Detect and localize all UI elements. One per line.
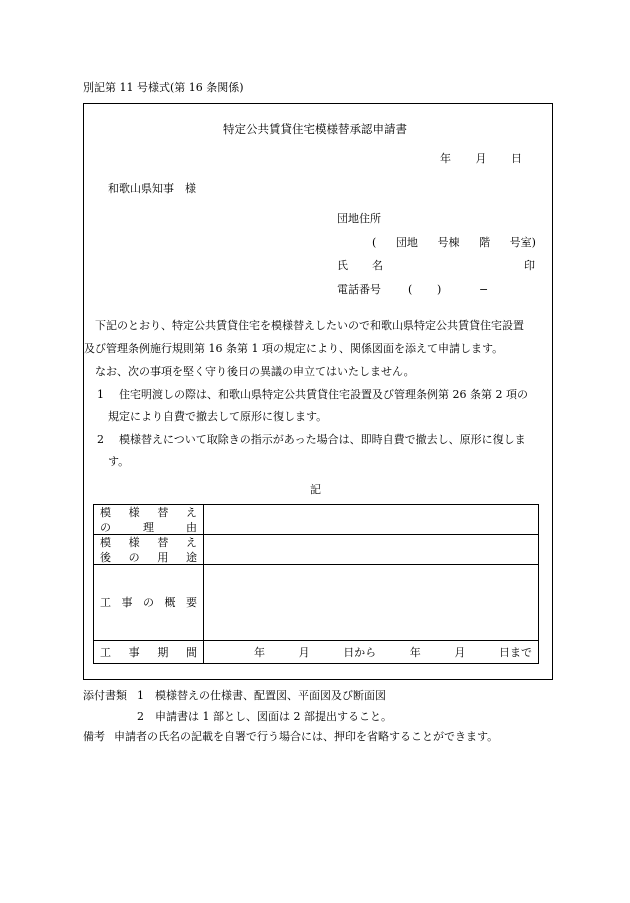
pledge-2-line-2: す。 [108,455,130,468]
phone-open-paren: ( [408,283,413,296]
body-line-2: 及び管理条例施行規則第 16 条第 1 項の規定により、関係図面を添えて申請します。 [84,342,504,355]
reason-label: 模 様 替 え の 理 由 [94,505,204,535]
address-open-paren: ( [372,236,377,249]
address-goushitsu: 号室) [509,236,536,249]
period-end-day: 日まで [498,645,532,659]
seal-mark: 印 [524,259,535,272]
details-table [93,504,539,664]
table-row-reason [94,505,539,535]
summary-label: 工 事 の 概 要 [94,565,204,641]
address-detail [372,237,536,248]
body-line-1: 下記のとおり、特定公共賃貸住宅を模様替えしたいので和歌山県特定公共賃貸住宅設置 [95,319,524,332]
attachment-2-text: 申請書は 1 部とし、図面は 2 部提出すること。 [155,710,392,723]
attachment-1-number: 1 [137,689,144,702]
table-row-use [94,535,539,565]
pledge-1-line-2: 規定により自費で撤去して原形に復します。 [108,410,328,423]
attachment-1-text: 模様替えの仕様書、配置図、平面図及び断面図 [155,689,386,702]
reason-field[interactable] [204,505,539,535]
use-field[interactable] [204,535,539,565]
phone-close-paren: ) [437,283,442,296]
period-label: 工 事 期 間 [94,641,204,664]
name-label: 氏 名 [337,259,383,272]
date-day: 日 [511,152,522,165]
use-label: 模 様 替 え 後 の 用 途 [94,535,204,565]
period-end-month: 月 [454,645,466,659]
addressee: 和歌山県知事 様 [108,182,196,195]
phone-dash: − [479,283,489,296]
address-gotou: 号棟 [437,236,460,249]
summary-field[interactable] [204,565,539,641]
pledge-1-line-1: 住宅明渡しの際は、和歌山県特定公共賃貸住宅設置及び管理条例第 26 条第 2 項の [119,388,528,401]
date-line [440,153,522,164]
attachment-2-number: 2 [137,710,144,723]
address-kai: 階 [479,236,491,249]
period-start-month: 月 [298,645,310,659]
address-label: 団地住所 [337,212,381,225]
period-end-year: 年 [409,645,421,659]
table-row-period [94,641,539,664]
date-month: 月 [475,152,487,165]
address-danchi: 団地 [395,236,418,249]
date-year: 年 [440,152,451,165]
pledge-1-number: 1 [97,388,104,401]
period-start-day: 日から [343,645,377,659]
ki-heading: 記 [310,483,321,496]
period-field[interactable] [204,641,539,664]
pledge-2-number: 2 [97,433,104,446]
period-start-year: 年 [254,645,265,659]
remarks-label: 備考 [83,730,105,743]
remarks-text: 申請者の氏名の記載を自署で行う場合には、押印を省略することができます。 [114,730,499,743]
form-title: 特定公共賃貸住宅模様替承認申請書 [223,122,407,136]
phone-label: 電話番号 [337,283,381,296]
form-number: 別記第 11 号様式(第 16 条関係) [83,81,244,94]
body-line-3: なお、次の事項を堅く守り後日の異議の申立てはいたしません。 [95,365,415,378]
pledge-2-line-1: 模様替えについて取除きの指示があった場合は、即時自費で撤去し、原形に復しま [119,433,526,446]
table-row-summary [94,565,539,641]
attachments-label: 添付書類 [83,689,127,702]
